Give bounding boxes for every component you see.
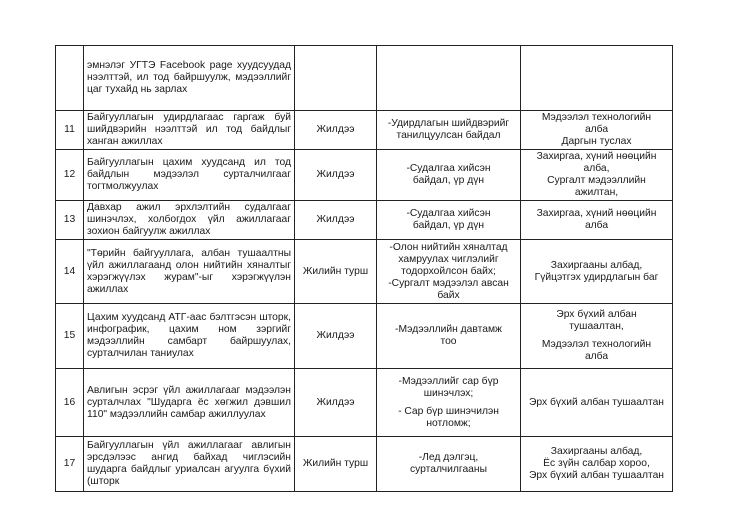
responsible-party	[521, 150, 673, 201]
responsible-party	[521, 46, 673, 111]
responsible-line: ажилтан,	[574, 187, 619, 198]
responsible-line: Эрх бүхий албан	[556, 309, 637, 320]
timeframe: Жилийн турш	[295, 240, 377, 304]
responsible-line: Сургалт мэдээллийн	[547, 175, 646, 186]
task-description: эмнэлэг УГТЭ Facebook page хуудсуудад нээлттэй, ил тод байршуулж, мэдээллийг цаг тухайд нь зарлах	[84, 46, 295, 111]
table-row	[56, 304, 673, 369]
expected-result	[377, 240, 521, 304]
responsible-line: Захиргааны албад,	[550, 259, 643, 271]
responsible-line: Эрх бүхий албан тушаалтан	[529, 470, 664, 481]
responsible-party	[521, 437, 673, 492]
expected-result	[377, 150, 521, 201]
result-line: шинэчлэх;	[423, 387, 474, 399]
task-description: Байгууллагын үйл ажиллагааг авлигын эрсдэлээс ангид байхад чиглэсийн шударга байдлыг уриалсан агуулга бүхий (шторк	[84, 437, 295, 492]
timeframe: Жилдээ	[295, 201, 377, 240]
task-description: Байгууллагын удирдлагаас гаргаж буй шийдвэрийн нээлттэй ил тод байдлыг ханган ажиллах	[84, 111, 295, 150]
responsible-line: Ёс зүйн салбар хороо,	[543, 458, 650, 469]
table-row	[56, 111, 673, 150]
expected-result	[377, 304, 521, 369]
responsible-line: Мэдээлэл технологийн	[541, 339, 652, 350]
result-line: сурталчилгааны	[410, 464, 487, 475]
responsible-party	[521, 240, 673, 304]
responsible-line: Захиргаа, хүний нөөцийн	[536, 208, 657, 219]
result-line: байдал, үр дүн	[412, 220, 485, 231]
responsible-party	[521, 369, 673, 437]
result-line: - Сар бүр шинэчилэн	[398, 405, 499, 417]
responsible-line: Эрх бүхий албан тушаалтан	[529, 396, 664, 408]
expected-result	[377, 111, 521, 150]
row-number: 13	[56, 201, 84, 240]
table-row	[56, 369, 673, 437]
responsible-party	[521, 201, 673, 240]
result-line: -Мэдээллийг сар бүр	[398, 375, 499, 387]
result-line: -Судалгаа хийсэн	[406, 208, 491, 219]
row-number: 11	[56, 111, 84, 150]
task-description: Байгууллагын цахим хуудсанд ил тод байдлын мэдээлэл сурталчилгааг тогтмолжуулах	[84, 150, 295, 201]
result-line: -Мэдээллийн давтамж	[395, 324, 502, 335]
timeframe: Жилдээ	[295, 150, 377, 201]
task-description: Авлигын эсрэг үйл ажиллагааг мэдээлэн сурталчлах "Шударга ёс хөгжил дэвшил 110" мэдээллийн самбар ажиллуулах	[84, 369, 295, 437]
responsible-line: Захиргааны албад,	[550, 446, 643, 457]
task-description: Цахим хуудсанд АТГ-аас бэлтгэсэн шторк, инфографик, цахим ном зэргийг мэдээллийн самбарт байршуулах, сурталчилан таниулах	[84, 304, 295, 369]
table-row	[56, 201, 673, 240]
table-row	[56, 150, 673, 201]
result-line: -Лед дэлгэц,	[418, 452, 479, 463]
timeframe: Жилдээ	[295, 369, 377, 437]
table-row	[56, 46, 673, 111]
responsible-party	[521, 304, 673, 369]
responsible-line: алба,	[583, 163, 610, 174]
result-line: танилцуулсан байдал	[396, 130, 501, 141]
responsible-line: тушаалтан,	[569, 321, 624, 332]
plan-table	[55, 45, 673, 492]
table-row	[56, 240, 673, 304]
table-row	[56, 437, 673, 492]
row-number: 17	[56, 437, 84, 492]
responsible-line: Захиргаа, хүний нөөцийн	[536, 151, 657, 162]
expected-result	[377, 46, 521, 111]
row-number: 15	[56, 304, 84, 369]
responsible-line: Гүйцэтгэх удирдлагын баг	[534, 271, 659, 283]
result-line: байдал, үр дүн	[412, 175, 485, 186]
timeframe: Жилдээ	[295, 304, 377, 369]
responsible-line: алба	[584, 124, 609, 135]
result-line: хамруулах чиглэлийг	[398, 253, 499, 265]
task-description: "Төрийн байгууллага, албан тушаалтны үйл ажиллагаанд олон нийтийн хяналтыг хэрэгжүүлэх журам"-ыг хэрэгжүүлэн ажиллах	[84, 240, 295, 304]
plan-table-body	[56, 46, 673, 492]
row-number: 12	[56, 150, 84, 201]
result-line: -Сургалт мэдээлэл авсан	[388, 277, 509, 289]
result-line: -Удирдлагын шийдвэрийг	[387, 118, 510, 129]
row-number: 14	[56, 240, 84, 304]
result-line: -Судалгаа хийсэн	[406, 163, 491, 174]
responsible-line: алба	[584, 220, 609, 231]
responsible-party	[521, 111, 673, 150]
expected-result	[377, 201, 521, 240]
timeframe: Жилдээ	[295, 111, 377, 150]
task-description: Давхар ажил эрхлэлтийн судалгааг шинэчлэх, холбогдох үйл ажиллагааг зохион байгуулж ажиллах	[84, 201, 295, 240]
expected-result	[377, 369, 521, 437]
responsible-line: Даргын туслах	[561, 136, 632, 147]
timeframe	[295, 46, 377, 111]
result-line: -Олон нийтийн хяналтад	[389, 241, 508, 253]
result-line: байх	[437, 289, 460, 301]
responsible-line: Мэдээлэл технологийн	[541, 112, 652, 123]
result-line: тоо	[440, 336, 457, 347]
responsible-line: алба	[584, 351, 609, 362]
result-line: нотломж;	[426, 417, 471, 429]
row-number	[56, 46, 84, 111]
row-number: 16	[56, 369, 84, 437]
expected-result	[377, 437, 521, 492]
timeframe: Жилийн турш	[295, 437, 377, 492]
result-line: тодорхойлсон байх;	[401, 265, 496, 277]
